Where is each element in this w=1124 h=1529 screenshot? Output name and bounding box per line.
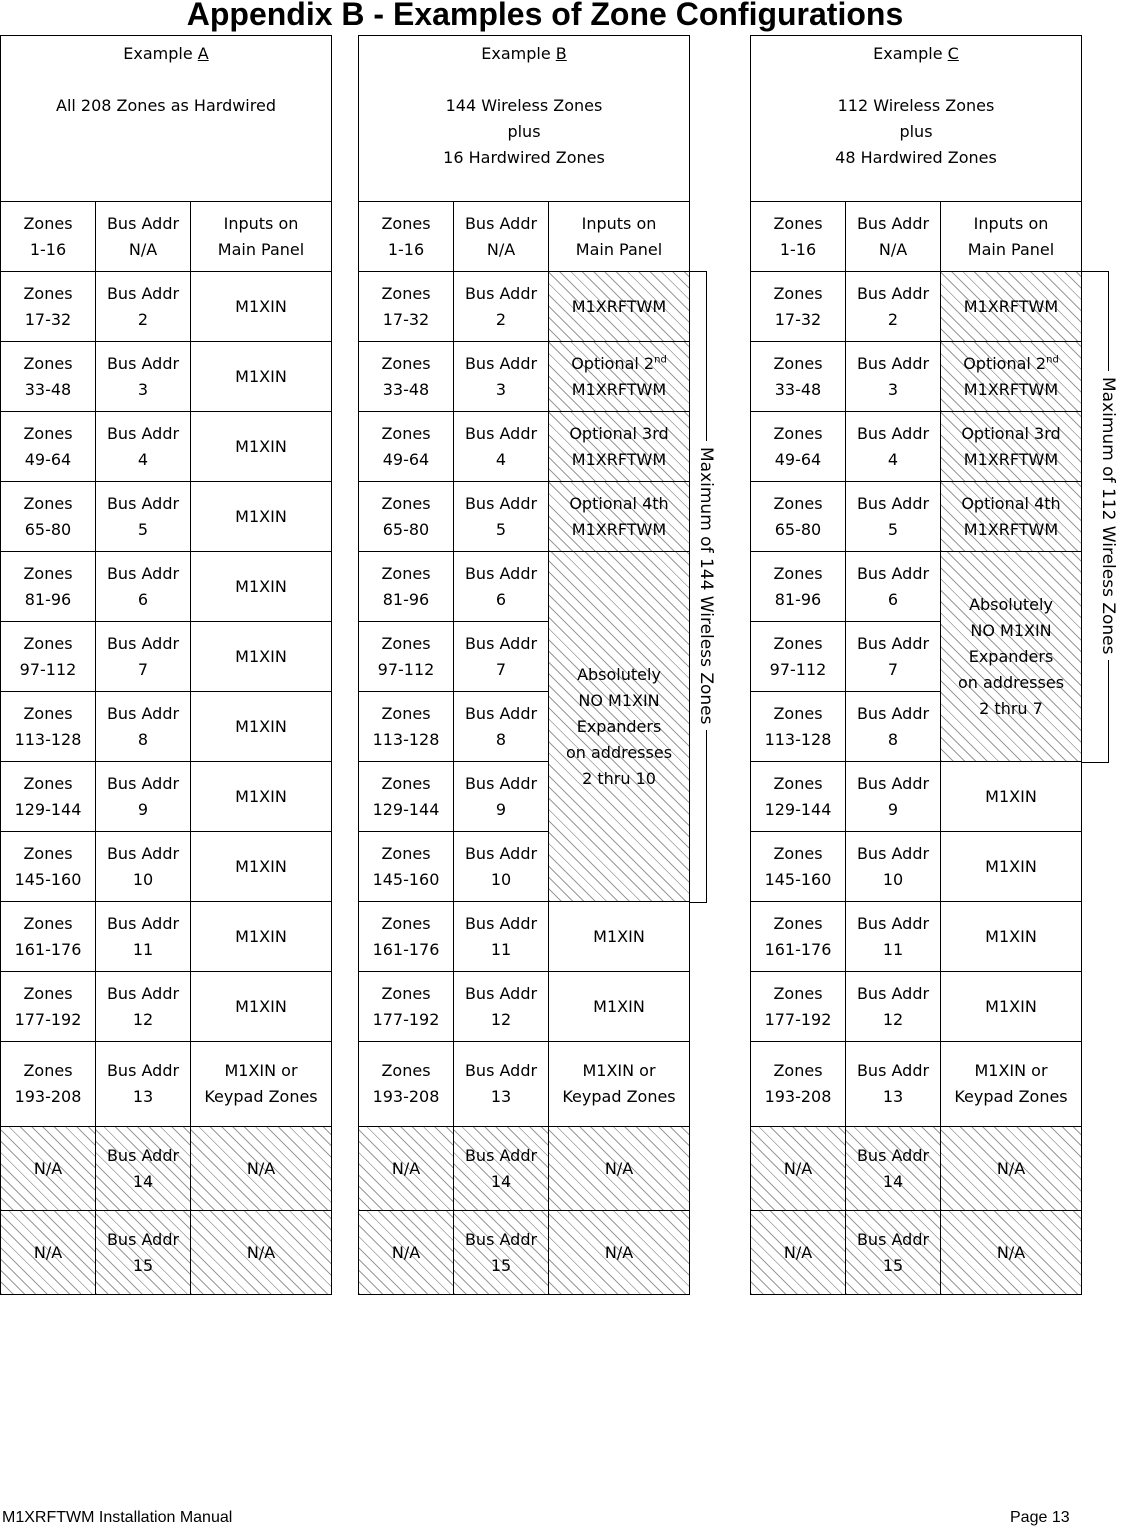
bus-address-cell [454, 552, 549, 622]
zones-cell [1, 412, 96, 482]
bus-address-cell [454, 342, 549, 412]
bus-address-text: Bus Addr 10 [464, 843, 538, 889]
bus-address-text: Bus Addr 12 [106, 983, 180, 1029]
device-cell [941, 342, 1082, 412]
example-description: 112 Wireless Zones plus 48 Hardwired Zones [835, 96, 997, 167]
device-cell [191, 762, 332, 832]
bus-address-cell [96, 902, 191, 972]
zones-text: Zones 97-112 [19, 633, 77, 679]
zones-cell [359, 1042, 454, 1127]
zones-text: Zones 161-176 [764, 913, 832, 959]
bus-address-text: Bus Addr 6 [856, 563, 930, 609]
bus-address-cell [96, 692, 191, 762]
device-cell [191, 1211, 332, 1295]
bus-address-cell [96, 272, 191, 342]
zones-text: Zones 17-32 [23, 283, 73, 329]
zones-cell [751, 902, 846, 972]
zones-text: Zones 113-128 [14, 703, 82, 749]
device-cell [549, 1042, 690, 1127]
device-text: N/A [996, 1242, 1026, 1262]
zones-text: Zones 17-32 [773, 283, 823, 329]
device-cell [191, 1127, 332, 1211]
device-cell [549, 902, 690, 972]
bus-address-cell [846, 552, 941, 622]
bus-address-text: Bus Addr 11 [464, 913, 538, 959]
device-cell [549, 482, 690, 552]
zones-cell [359, 202, 454, 272]
zones-cell [1, 832, 96, 902]
bus-address-text: Bus Addr 11 [856, 913, 930, 959]
bus-address-text: Bus Addr 14 [464, 1145, 538, 1191]
bus-address-text: Bus Addr 15 [106, 1229, 180, 1275]
bus-address-text: Bus Addr 3 [856, 353, 930, 399]
zones-cell [751, 762, 846, 832]
bus-address-cell [454, 412, 549, 482]
zones-text: N/A [33, 1158, 63, 1178]
bus-address-text: Bus Addr 5 [106, 493, 180, 539]
bus-address-text: Bus Addr 3 [106, 353, 180, 399]
bus-address-text: Bus Addr 7 [856, 633, 930, 679]
max-wireless-label: Maximum of 112 Wireless Zones [1097, 371, 1119, 660]
zones-cell [1, 202, 96, 272]
bus-address-text: Bus Addr 8 [106, 703, 180, 749]
bus-address-text: Bus Addr 12 [856, 983, 930, 1029]
bus-address-cell [454, 272, 549, 342]
zones-cell [1, 622, 96, 692]
device-text: Optional 4th M1XRFTWM [569, 493, 669, 539]
device-text: M1XIN [235, 296, 287, 316]
zones-text: Zones 81-96 [381, 563, 431, 609]
bus-address-text: Bus Addr 9 [856, 773, 930, 819]
zones-cell [751, 1127, 846, 1211]
example-description: All 208 Zones as Hardwired [56, 96, 276, 115]
zones-cell [359, 902, 454, 972]
device-text: M1XIN [235, 576, 287, 596]
zones-cell [751, 412, 846, 482]
zones-text: Zones 129-144 [764, 773, 832, 819]
bus-address-text: Bus Addr 2 [464, 283, 538, 329]
device-text: M1XIN [985, 856, 1037, 876]
no-expanders-text: Absolutely NO M1XIN Expanders on addresses 2 thru 7 [957, 594, 1065, 718]
device-text: M1XIN [235, 646, 287, 666]
zones-text: Zones 33-48 [381, 353, 431, 399]
bus-address-text: Bus Addr 10 [106, 843, 180, 889]
zones-text: Zones 193-208 [14, 1061, 82, 1106]
zones-text: Zones 145-160 [14, 843, 82, 889]
bus-address-cell [96, 1211, 191, 1295]
zones-text: Zones 1-16 [381, 213, 431, 259]
no-expanders-text: Absolutely NO M1XIN Expanders on addresses 2 thru 10 [565, 664, 673, 788]
zones-text: Zones 49-64 [381, 423, 431, 469]
device-text: N/A [604, 1242, 634, 1262]
zones-text: Zones 1-16 [773, 213, 823, 259]
zones-text: Zones 97-112 [769, 633, 827, 679]
bus-address-cell [454, 832, 549, 902]
device-text: M1XIN [235, 926, 287, 946]
bus-address-text: Bus Addr N/A [856, 213, 930, 259]
bus-address-cell [846, 272, 941, 342]
bus-address-cell [454, 622, 549, 692]
zones-cell [359, 552, 454, 622]
zones-cell [751, 622, 846, 692]
zones-cell [1, 972, 96, 1042]
bus-address-text: Bus Addr 9 [106, 773, 180, 819]
bus-address-text: Bus Addr 15 [464, 1229, 538, 1275]
bus-address-text: Bus Addr 7 [106, 633, 180, 679]
bus-address-text: Bus Addr 3 [464, 353, 538, 399]
zones-text: Zones 33-48 [773, 353, 823, 399]
device-cell [941, 272, 1082, 342]
device-cell [941, 412, 1082, 482]
bus-address-cell [454, 972, 549, 1042]
zones-text: Zones 193-208 [764, 1061, 832, 1106]
zones-text: Zones 145-160 [764, 843, 832, 889]
zones-text: Zones 49-64 [23, 423, 73, 469]
example-b-table [358, 35, 690, 1295]
bus-address-cell [846, 1042, 941, 1127]
bus-address-text: Bus Addr 8 [464, 703, 538, 749]
device-text: M1XIN or Keypad Zones [954, 1061, 1068, 1106]
zones-cell [751, 202, 846, 272]
device-text: Inputs on Main Panel [967, 213, 1055, 259]
zones-text: Zones 65-80 [773, 493, 823, 539]
zones-text: Zones 49-64 [773, 423, 823, 469]
bus-address-cell [846, 1211, 941, 1295]
zones-cell [1, 692, 96, 762]
bus-address-cell [846, 972, 941, 1042]
zones-text: Zones 129-144 [14, 773, 82, 819]
device-text: M1XIN [985, 926, 1037, 946]
bus-address-text: Bus Addr 8 [856, 703, 930, 749]
bus-address-text: Bus Addr 6 [464, 563, 538, 609]
bus-address-text: Bus Addr 2 [856, 283, 930, 329]
device-text: M1XIN or Keypad Zones [204, 1061, 318, 1106]
bus-address-cell [454, 202, 549, 272]
device-text: M1XIN or Keypad Zones [562, 1061, 676, 1106]
device-cell [549, 1211, 690, 1295]
device-text: M1XIN [235, 996, 287, 1016]
zones-text: Zones 177-192 [372, 983, 440, 1029]
zones-text: Zones 113-128 [764, 703, 832, 749]
bus-address-cell [846, 692, 941, 762]
bus-address-cell [454, 762, 549, 832]
bus-address-cell [96, 482, 191, 552]
bus-address-cell [96, 832, 191, 902]
bus-address-cell [846, 412, 941, 482]
device-text: Optional 4th M1XRFTWM [961, 493, 1061, 539]
zones-text: N/A [783, 1242, 813, 1262]
zones-cell [751, 692, 846, 762]
bus-address-text: Bus Addr 6 [106, 563, 180, 609]
device-cell [941, 762, 1082, 832]
example-label: Example A [123, 44, 209, 63]
bus-address-text: Bus Addr 5 [464, 493, 538, 539]
zones-cell [1, 902, 96, 972]
bus-address-text: Bus Addr 15 [856, 1229, 930, 1275]
zones-cell [359, 1211, 454, 1295]
zones-text: Zones 177-192 [14, 983, 82, 1029]
device-cell [191, 972, 332, 1042]
example-description: 144 Wireless Zones plus 16 Hardwired Zones [443, 96, 605, 167]
zones-text: Zones 145-160 [372, 843, 440, 889]
bus-address-cell [454, 692, 549, 762]
device-text: M1XIN [235, 506, 287, 526]
zones-text: Zones 81-96 [773, 563, 823, 609]
zones-text: Zones 161-176 [372, 913, 440, 959]
zones-cell [1, 1211, 96, 1295]
zones-cell [751, 832, 846, 902]
zones-text: Zones 161-176 [14, 913, 82, 959]
zones-text: Zones 65-80 [381, 493, 431, 539]
zones-text: Zones 33-48 [23, 353, 73, 399]
bus-address-text: Bus Addr 14 [856, 1145, 930, 1191]
zones-cell [1, 1127, 96, 1211]
bus-address-cell [846, 482, 941, 552]
device-cell [549, 972, 690, 1042]
bus-address-cell [96, 762, 191, 832]
zones-cell [359, 762, 454, 832]
bus-address-text: Bus Addr 13 [464, 1061, 538, 1106]
zones-cell [1, 1042, 96, 1127]
zones-text: N/A [783, 1158, 813, 1178]
device-text: N/A [246, 1242, 276, 1262]
bus-address-text: Bus Addr 7 [464, 633, 538, 679]
bus-address-cell [96, 1127, 191, 1211]
zones-cell [751, 1211, 846, 1295]
zones-cell [359, 692, 454, 762]
zones-text: Zones 1-16 [23, 213, 73, 259]
zones-text: Zones 177-192 [764, 983, 832, 1029]
footer-manual-name: M1XRFTWM Installation Manual [2, 1509, 233, 1526]
device-text: Optional 3rd M1XRFTWM [569, 423, 669, 469]
device-text: M1XIN [235, 436, 287, 456]
bus-address-cell [96, 972, 191, 1042]
example-header [751, 36, 1082, 202]
device-cell [941, 482, 1082, 552]
no-expanders-note [941, 552, 1082, 762]
device-text: M1XIN [593, 926, 645, 946]
device-cell [941, 1211, 1082, 1295]
bus-address-text: Bus Addr 9 [464, 773, 538, 819]
bus-address-cell [96, 552, 191, 622]
device-cell [191, 902, 332, 972]
device-text: M1XRFTWM [963, 296, 1059, 316]
example-header [1, 36, 332, 202]
bus-address-text: Bus Addr 13 [856, 1061, 930, 1106]
bus-address-text: Bus Addr N/A [106, 213, 180, 259]
device-text: Optional 3rd M1XRFTWM [961, 423, 1061, 469]
device-cell [549, 342, 690, 412]
bus-address-text: Bus Addr 13 [106, 1061, 180, 1106]
device-text: M1XIN [985, 786, 1037, 806]
bus-address-text: Bus Addr N/A [464, 213, 538, 259]
bus-address-cell [846, 622, 941, 692]
bus-address-cell [454, 902, 549, 972]
zones-text: N/A [33, 1242, 63, 1262]
zones-cell [359, 622, 454, 692]
zones-cell [751, 972, 846, 1042]
device-text: Inputs on Main Panel [575, 213, 663, 259]
example-c-table [750, 35, 1082, 1295]
bus-address-text: Bus Addr 4 [464, 423, 538, 469]
bus-address-cell [96, 1042, 191, 1127]
example-header [359, 36, 690, 202]
device-text: M1XIN [235, 366, 287, 386]
bus-address-text: Bus Addr 4 [106, 423, 180, 469]
zones-cell [359, 482, 454, 552]
zones-text: N/A [391, 1242, 421, 1262]
device-text: Optional 2nd M1XRFTWM [963, 353, 1059, 399]
zones-cell [359, 972, 454, 1042]
zones-cell [751, 1042, 846, 1127]
bus-address-cell [846, 902, 941, 972]
device-text: N/A [996, 1158, 1026, 1178]
device-cell [191, 342, 332, 412]
bus-address-cell [846, 342, 941, 412]
device-text: M1XIN [235, 786, 287, 806]
bus-address-cell [454, 1211, 549, 1295]
bus-address-cell [96, 202, 191, 272]
device-cell [941, 832, 1082, 902]
device-cell [549, 202, 690, 272]
device-text: N/A [246, 1158, 276, 1178]
bus-address-cell [454, 482, 549, 552]
footer-page-number: Page 13 [1010, 1509, 1070, 1526]
device-cell [191, 412, 332, 482]
device-text: Optional 2nd M1XRFTWM [571, 353, 667, 399]
bus-address-text: Bus Addr 2 [106, 283, 180, 329]
device-cell [549, 272, 690, 342]
bus-address-text: Bus Addr 11 [106, 913, 180, 959]
no-expanders-note [549, 552, 690, 902]
device-cell [191, 202, 332, 272]
zones-text: Zones 113-128 [372, 703, 440, 749]
example-label: Example B [481, 44, 567, 63]
device-cell [941, 202, 1082, 272]
example-label: Example C [873, 44, 959, 63]
bus-address-text: Bus Addr 4 [856, 423, 930, 469]
bus-address-text: Bus Addr 10 [856, 843, 930, 889]
example-a-table [0, 35, 332, 1295]
device-cell [191, 552, 332, 622]
zones-cell [1, 482, 96, 552]
zones-cell [359, 412, 454, 482]
bus-address-text: Bus Addr 12 [464, 983, 538, 1029]
device-cell [941, 902, 1082, 972]
zones-cell [1, 762, 96, 832]
bus-address-cell [96, 412, 191, 482]
bus-address-text: Bus Addr 14 [106, 1145, 180, 1191]
bus-address-cell [454, 1042, 549, 1127]
device-cell [191, 692, 332, 762]
zones-cell [751, 342, 846, 412]
bus-address-cell [846, 1127, 941, 1211]
zones-text: Zones 193-208 [372, 1061, 440, 1106]
zones-text: Zones 81-96 [23, 563, 73, 609]
device-cell [941, 972, 1082, 1042]
page-title: Appendix B - Examples of Zone Configurations [186, 0, 904, 32]
max-wireless-label: Maximum of 144 Wireless Zones [695, 441, 717, 730]
device-cell [191, 832, 332, 902]
zones-cell [1, 552, 96, 622]
zones-text: Zones 129-144 [372, 773, 440, 819]
device-cell [191, 482, 332, 552]
bus-address-text: Bus Addr 5 [856, 493, 930, 539]
bus-address-cell [846, 832, 941, 902]
zones-cell [751, 272, 846, 342]
zones-cell [1, 272, 96, 342]
zones-text: Zones 97-112 [377, 633, 435, 679]
zones-cell [359, 342, 454, 412]
device-cell [941, 1042, 1082, 1127]
device-text: N/A [604, 1158, 634, 1178]
device-text: Inputs on Main Panel [217, 213, 305, 259]
bus-address-cell [454, 1127, 549, 1211]
device-cell [191, 1042, 332, 1127]
zones-cell [359, 1127, 454, 1211]
device-cell [941, 1127, 1082, 1211]
device-text: M1XRFTWM [571, 296, 667, 316]
zones-cell [359, 272, 454, 342]
bus-address-cell [96, 342, 191, 412]
bus-address-cell [846, 202, 941, 272]
zones-cell [1, 342, 96, 412]
device-text: M1XIN [985, 996, 1037, 1016]
bus-address-cell [96, 622, 191, 692]
device-text: M1XIN [235, 856, 287, 876]
zones-text: N/A [391, 1158, 421, 1178]
device-cell [549, 1127, 690, 1211]
zones-cell [359, 832, 454, 902]
zones-text: Zones 65-80 [23, 493, 73, 539]
zones-cell [751, 552, 846, 622]
bus-address-cell [846, 762, 941, 832]
zones-cell [751, 482, 846, 552]
device-text: M1XIN [593, 996, 645, 1016]
device-text: M1XIN [235, 716, 287, 736]
device-cell [191, 622, 332, 692]
zones-text: Zones 17-32 [381, 283, 431, 329]
device-cell [549, 412, 690, 482]
device-cell [191, 272, 332, 342]
